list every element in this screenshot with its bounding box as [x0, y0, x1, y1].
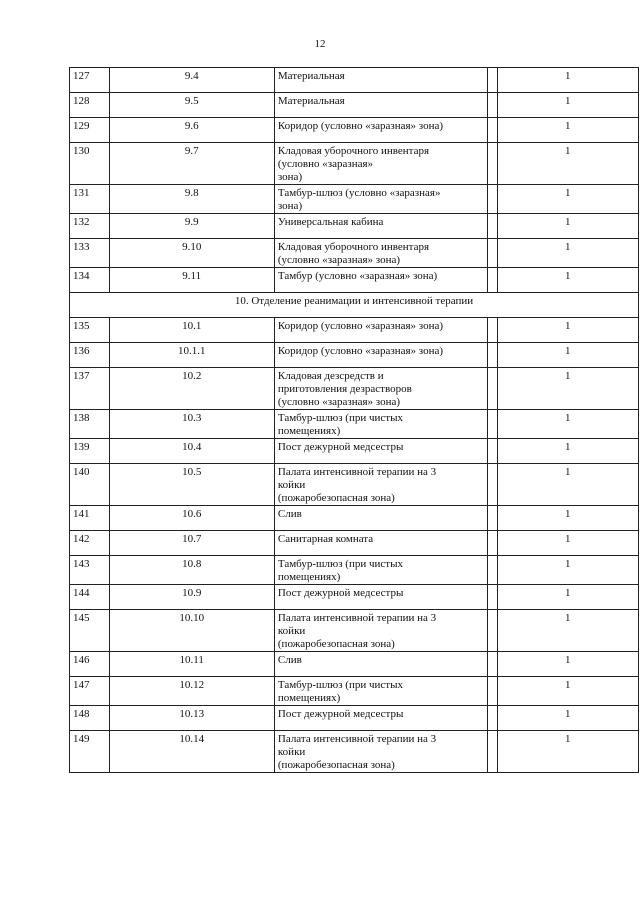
room-name-line: койки — [277, 625, 306, 637]
row-number-cell: 141 — [70, 506, 110, 531]
room-name-line: Слив — [277, 654, 302, 666]
room-code-cell: 9.7 — [109, 143, 274, 185]
room-name-cell — [274, 464, 487, 506]
rooms-table-body-a — [70, 68, 639, 293]
room-code-cell: 10.9 — [109, 585, 274, 610]
room-name-cell — [274, 531, 487, 556]
spacer-cell — [487, 143, 497, 185]
room-name-line: Тамбур (условно «заразная» зона) — [277, 270, 438, 282]
row-number-cell: 131 — [70, 185, 110, 214]
quantity-cell: 1 — [497, 239, 638, 268]
quantity-cell: 1 — [497, 531, 638, 556]
table-row — [70, 214, 639, 239]
room-name-line: (условно «заразная» зона) — [277, 254, 401, 266]
quantity-cell: 1 — [497, 118, 638, 143]
room-code-cell: 10.1 — [109, 318, 274, 343]
row-number-cell: 145 — [70, 610, 110, 652]
room-name-line: койки — [277, 746, 306, 758]
room-name-line: Палата интенсивной терапии на 3 — [277, 733, 437, 745]
room-name-cell — [274, 68, 487, 93]
quantity-cell: 1 — [497, 464, 638, 506]
room-name-cell — [274, 343, 487, 368]
row-number-cell: 130 — [70, 143, 110, 185]
quantity-cell: 1 — [497, 410, 638, 439]
table-row — [70, 556, 639, 585]
room-name-cell — [274, 185, 487, 214]
room-name-line: Коридор (условно «заразная» зона) — [277, 345, 444, 357]
room-name-line: Пост дежурной медсестры — [277, 587, 404, 599]
room-name-line: Кладовая уборочного инвентаря — [277, 145, 430, 157]
row-number-cell: 139 — [70, 439, 110, 464]
row-number-cell: 147 — [70, 677, 110, 706]
room-code-cell: 10.7 — [109, 531, 274, 556]
spacer-cell — [487, 368, 497, 410]
table-row — [70, 506, 639, 531]
room-code-cell: 10.13 — [109, 706, 274, 731]
spacer-cell — [487, 556, 497, 585]
spacer-cell — [487, 268, 497, 293]
room-name-cell — [274, 368, 487, 410]
room-name-line: Материальная — [277, 70, 345, 82]
row-number-cell: 146 — [70, 652, 110, 677]
quantity-cell: 1 — [497, 214, 638, 239]
room-name-line: (пожаробезопасная зона) — [277, 492, 395, 504]
row-number-cell: 127 — [70, 68, 110, 93]
table-row — [70, 185, 639, 214]
room-code-cell: 9.5 — [109, 93, 274, 118]
table-row — [70, 343, 639, 368]
spacer-cell — [487, 652, 497, 677]
room-name-line: Коридор (условно «заразная» зона) — [277, 120, 444, 132]
quantity-cell: 1 — [497, 143, 638, 185]
row-number-cell: 140 — [70, 464, 110, 506]
quantity-cell: 1 — [497, 318, 638, 343]
spacer-cell — [487, 610, 497, 652]
table-row — [70, 585, 639, 610]
table-row — [70, 706, 639, 731]
spacer-cell — [487, 118, 497, 143]
room-code-cell: 10.11 — [109, 652, 274, 677]
table-row — [70, 531, 639, 556]
room-name-line: (условно «заразная» зона) — [277, 396, 401, 408]
spacer-cell — [487, 439, 497, 464]
row-number-cell: 135 — [70, 318, 110, 343]
room-name-line: (пожаробезопасная зона) — [277, 638, 395, 650]
room-name-line: Палата интенсивной терапии на 3 — [277, 466, 437, 478]
table-row — [70, 677, 639, 706]
room-name-line: Тамбур-шлюз (при чистых — [277, 679, 403, 691]
quantity-cell: 1 — [497, 185, 638, 214]
quantity-cell: 1 — [497, 506, 638, 531]
quantity-cell: 1 — [497, 556, 638, 585]
spacer-cell — [487, 531, 497, 556]
quantity-cell: 1 — [497, 439, 638, 464]
room-code-cell: 10.8 — [109, 556, 274, 585]
room-code-cell: 10.4 — [109, 439, 274, 464]
row-number-cell: 128 — [70, 93, 110, 118]
spacer-cell — [487, 677, 497, 706]
row-number-cell: 138 — [70, 410, 110, 439]
room-name-cell — [274, 410, 487, 439]
room-code-cell: 10.6 — [109, 506, 274, 531]
room-name-line: помещениях) — [277, 692, 341, 704]
table-row — [70, 143, 639, 185]
room-name-cell — [274, 585, 487, 610]
table-row — [70, 318, 639, 343]
room-name-cell — [274, 214, 487, 239]
room-name-line: Санитарная комната — [277, 533, 374, 545]
page-number: 12 — [314, 38, 326, 50]
quantity-cell: 1 — [497, 93, 638, 118]
rooms-table — [69, 67, 639, 773]
table-row — [70, 610, 639, 652]
spacer-cell — [487, 506, 497, 531]
spacer-cell — [487, 410, 497, 439]
room-code-cell: 9.8 — [109, 185, 274, 214]
quantity-cell: 1 — [497, 652, 638, 677]
room-code-cell: 9.9 — [109, 214, 274, 239]
room-code-cell: 10.12 — [109, 677, 274, 706]
table-row — [70, 731, 639, 773]
spacer-cell — [487, 464, 497, 506]
table-row — [70, 68, 639, 93]
spacer-cell — [487, 93, 497, 118]
table-row — [70, 93, 639, 118]
row-number-cell: 144 — [70, 585, 110, 610]
quantity-cell: 1 — [497, 585, 638, 610]
quantity-cell: 1 — [497, 677, 638, 706]
room-name-cell — [274, 677, 487, 706]
spacer-cell — [487, 585, 497, 610]
room-code-cell: 10.14 — [109, 731, 274, 773]
room-name-line: Слив — [277, 508, 302, 520]
spacer-cell — [487, 214, 497, 239]
room-name-cell — [274, 610, 487, 652]
spacer-cell — [487, 731, 497, 773]
room-name-line: Пост дежурной медсестры — [277, 708, 404, 720]
room-code-cell: 10.10 — [109, 610, 274, 652]
spacer-cell — [487, 68, 497, 93]
room-name-line: койки — [277, 479, 306, 491]
row-number-cell: 134 — [70, 268, 110, 293]
room-name-cell — [274, 439, 487, 464]
quantity-cell: 1 — [497, 68, 638, 93]
room-code-cell: 10.3 — [109, 410, 274, 439]
table-row — [70, 118, 639, 143]
row-number-cell: 148 — [70, 706, 110, 731]
room-name-line: помещениях) — [277, 425, 341, 437]
room-name-line: (пожаробезопасная зона) — [277, 759, 395, 771]
table-row — [70, 439, 639, 464]
spacer-cell — [487, 185, 497, 214]
room-name-line: Тамбур-шлюз (при чистых — [277, 558, 403, 570]
room-code-cell: 10.2 — [109, 368, 274, 410]
room-name-line: (условно «заразная» — [277, 158, 374, 170]
room-name-line: Кладовая дезсредств и — [277, 370, 384, 382]
room-name-cell — [274, 506, 487, 531]
table-row — [70, 464, 639, 506]
room-name-cell — [274, 556, 487, 585]
room-name-line: Пост дежурной медсестры — [277, 441, 404, 453]
row-number-cell: 142 — [70, 531, 110, 556]
room-name-line: Универсальная кабина — [277, 216, 384, 228]
quantity-cell: 1 — [497, 731, 638, 773]
quantity-cell: 1 — [497, 610, 638, 652]
quantity-cell: 1 — [497, 268, 638, 293]
row-number-cell: 129 — [70, 118, 110, 143]
table-row — [70, 652, 639, 677]
room-name-line: зона) — [277, 171, 303, 183]
row-number-cell: 137 — [70, 368, 110, 410]
room-code-cell: 10.1.1 — [109, 343, 274, 368]
room-code-cell: 9.10 — [109, 239, 274, 268]
room-name-cell — [274, 652, 487, 677]
row-number-cell: 132 — [70, 214, 110, 239]
section-title: 10. Отделение реанимации и интенсивной терапии — [70, 293, 639, 318]
table-row — [70, 368, 639, 410]
row-number-cell: 149 — [70, 731, 110, 773]
section-header-body — [70, 293, 639, 318]
room-name-cell — [274, 318, 487, 343]
quantity-cell: 1 — [497, 706, 638, 731]
room-name-line: Кладовая уборочного инвентаря — [277, 241, 430, 253]
quantity-cell: 1 — [497, 368, 638, 410]
room-name-line: Материальная — [277, 95, 345, 107]
row-number-cell: 143 — [70, 556, 110, 585]
room-name-cell — [274, 268, 487, 293]
spacer-cell — [487, 239, 497, 268]
room-name-line: Коридор (условно «заразная» зона) — [277, 320, 444, 332]
room-name-cell — [274, 93, 487, 118]
room-name-line: приготовления дезрастворов — [277, 383, 412, 395]
room-name-cell — [274, 706, 487, 731]
room-name-line: Тамбур-шлюз (при чистых — [277, 412, 403, 424]
row-number-cell: 133 — [70, 239, 110, 268]
room-name-line: Палата интенсивной терапии на 3 — [277, 612, 437, 624]
spacer-cell — [487, 343, 497, 368]
table-row — [70, 239, 639, 268]
room-code-cell: 10.5 — [109, 464, 274, 506]
room-name-cell — [274, 143, 487, 185]
row-number-cell: 136 — [70, 343, 110, 368]
spacer-cell — [487, 318, 497, 343]
room-code-cell: 9.11 — [109, 268, 274, 293]
rooms-table-body-b — [70, 318, 639, 773]
section-row — [70, 293, 639, 318]
room-name-line: Тамбур-шлюз (условно «заразная» — [277, 187, 441, 199]
table-row — [70, 410, 639, 439]
room-name-cell — [274, 239, 487, 268]
room-name-line: помещениях) — [277, 571, 341, 583]
table-row — [70, 268, 639, 293]
room-name-cell — [274, 731, 487, 773]
room-code-cell: 9.4 — [109, 68, 274, 93]
spacer-cell — [487, 706, 497, 731]
room-code-cell: 9.6 — [109, 118, 274, 143]
room-name-line: зона) — [277, 200, 303, 212]
quantity-cell: 1 — [497, 343, 638, 368]
room-name-cell — [274, 118, 487, 143]
